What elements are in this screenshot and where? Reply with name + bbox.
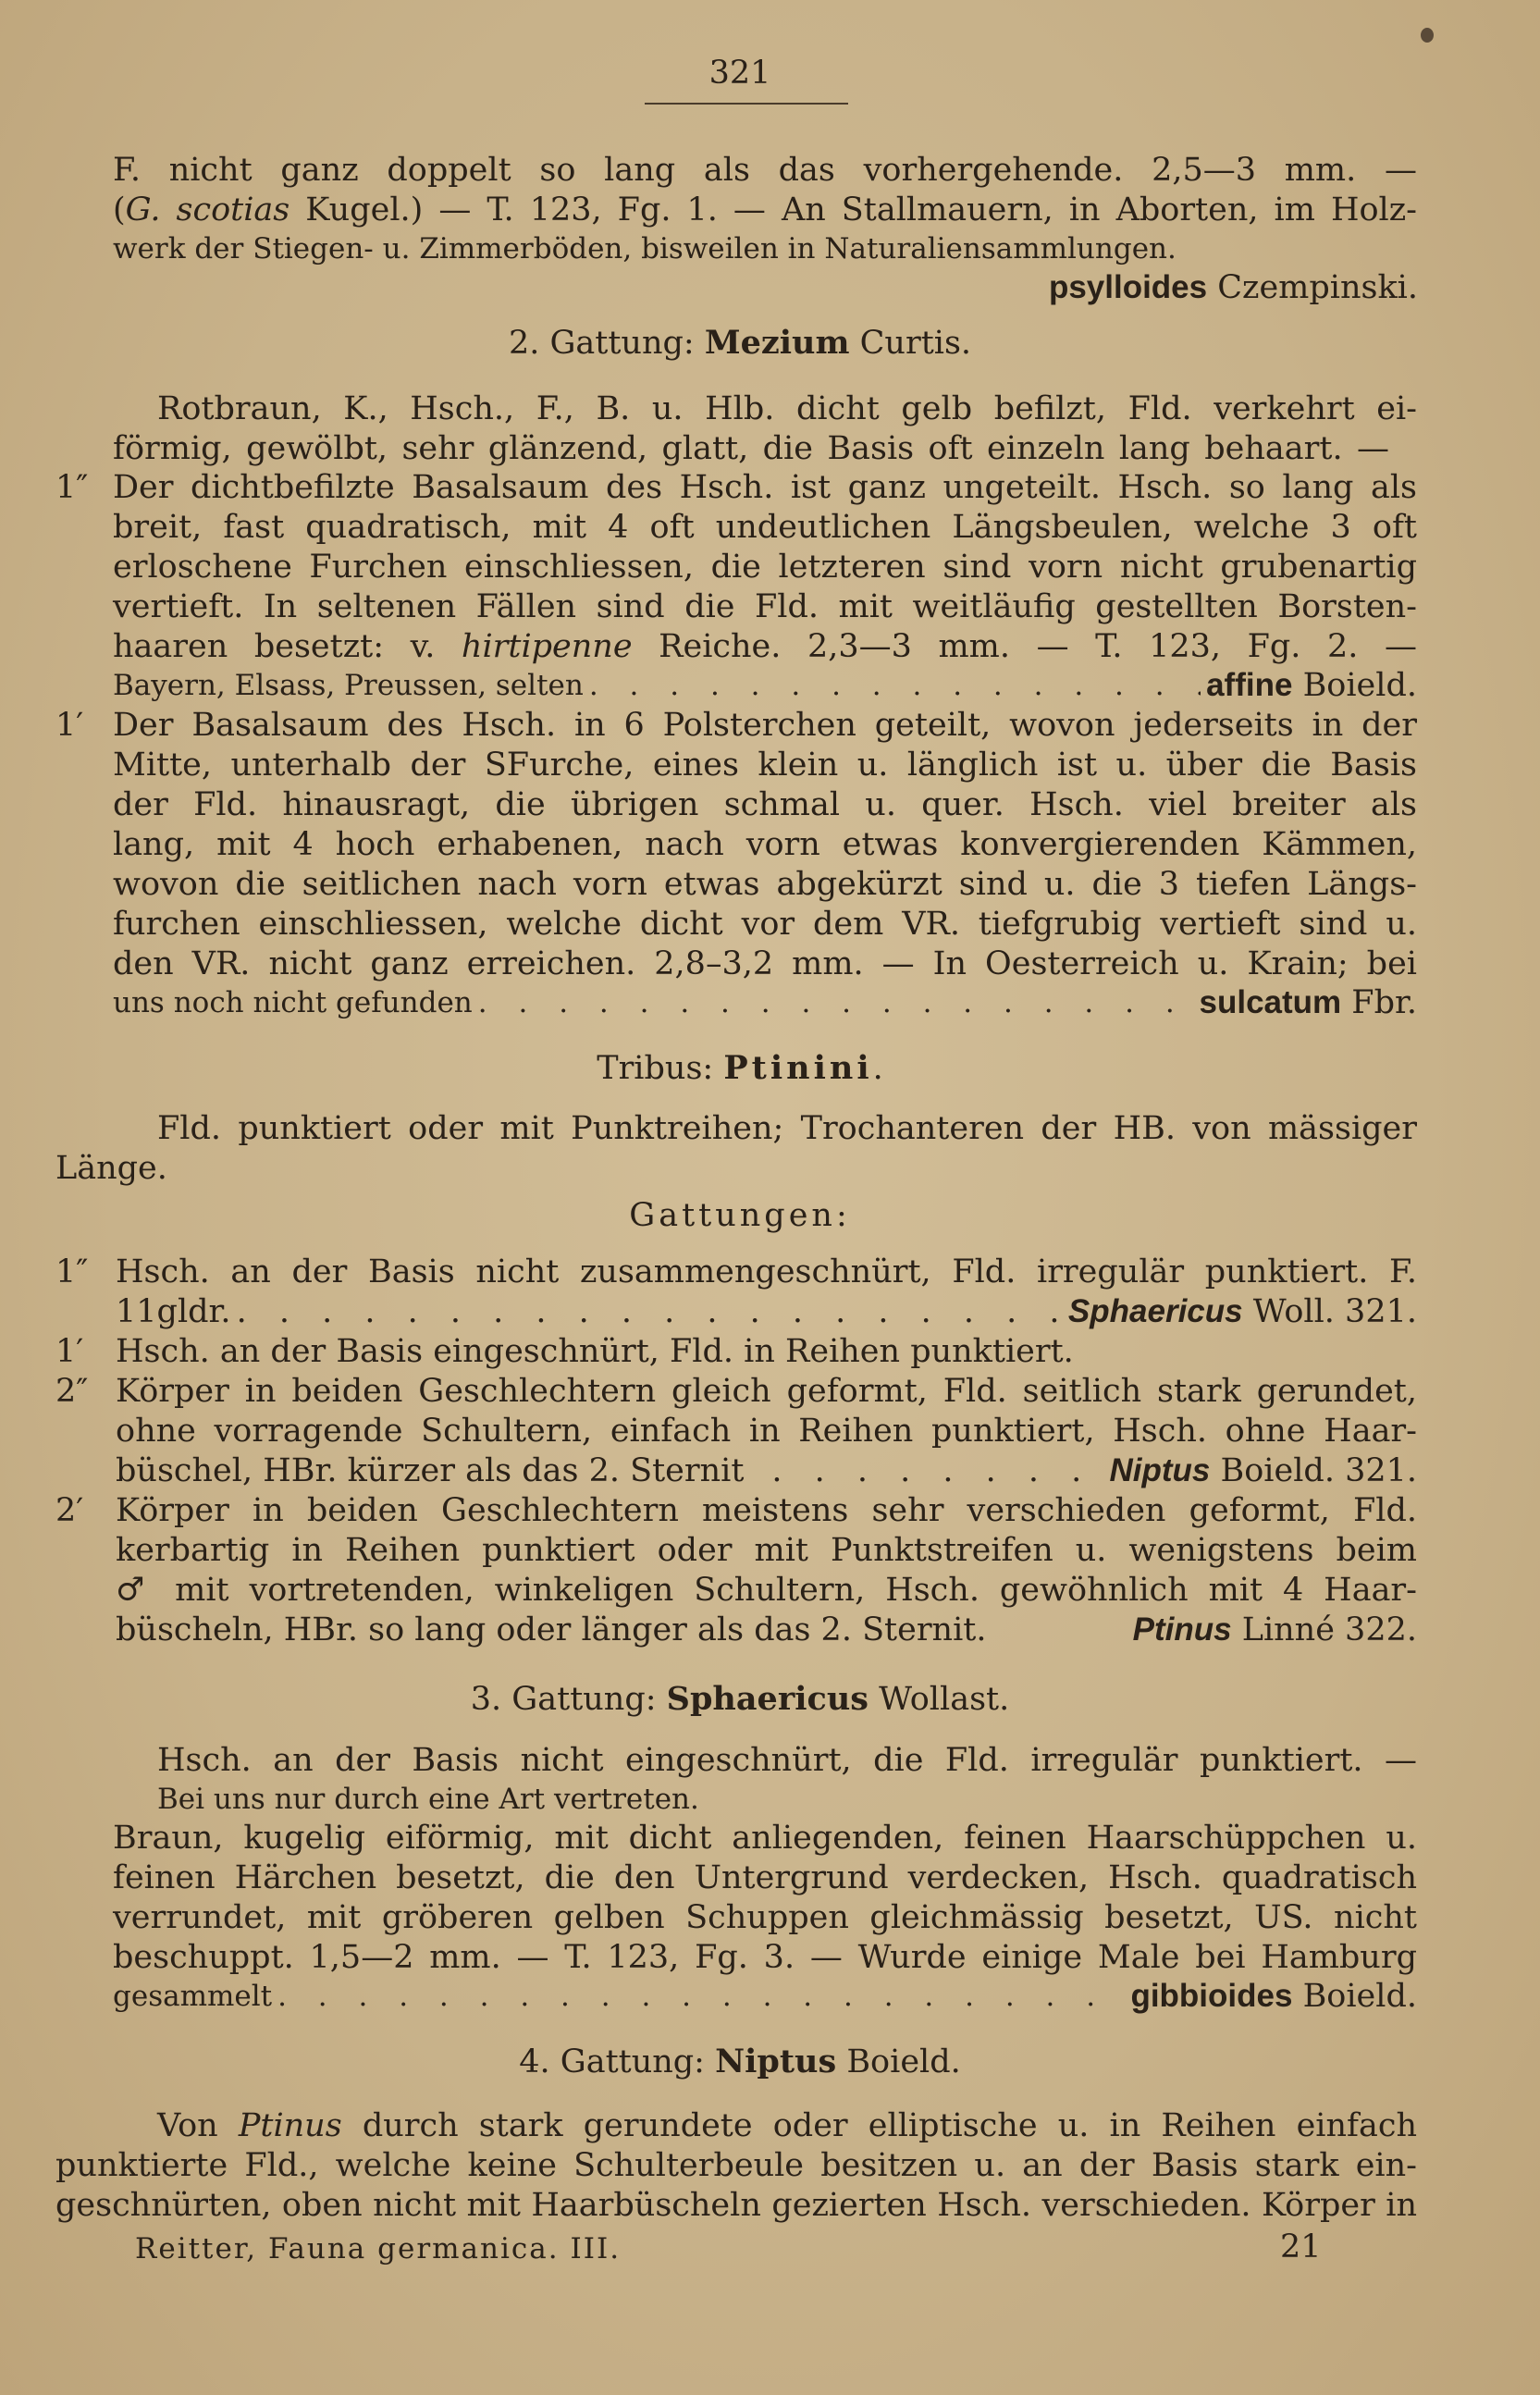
species-line: Bayern, Elsass, Preussen, selten . . . affine Boield.: [113, 666, 1417, 705]
species-line: gesammelt . . . gibbioides Boield.: [113, 1977, 1417, 2016]
species-line: büscheln, HBr. so lang oder länger als das 2. Sternit. Ptinus Linné 322.: [116, 1611, 1417, 1648]
text-line: Hsch. an der Basis eingeschnürt, Fld. in Reihen punktiert.: [116, 1333, 1074, 1370]
text-line: erloschene Furchen einschliessen, die letzteren sind vorn nicht grubenartig: [113, 549, 1417, 586]
text-line: Hsch. an der Basis nicht zusammengeschnürt, Fld. irregulär punktiert. F.: [116, 1253, 1417, 1290]
text-line: wovon die seitlichen nach vorn etwas abgekürzt sind u. die 3 tiefen Längs-: [113, 866, 1417, 903]
key-marker: 1′: [55, 707, 84, 744]
text-line: Der dichtbefilzte Basalsaum des Hsch. ist ganz ungeteilt. Hsch. so lang als: [113, 469, 1417, 506]
subheading: Gattungen:: [629, 1197, 851, 1234]
header-rule: [645, 103, 848, 105]
ink-spot: [1421, 28, 1434, 43]
text-line: Der Basalsaum des Hsch. in 6 Polsterchen geteilt, wovon jederseits in der: [113, 707, 1417, 744]
key-marker: 1″: [55, 1253, 89, 1290]
genus-name: Sphaericus: [1067, 1293, 1243, 1329]
text-line: ohne vorragende Schultern, einfach in Reihen punktiert, Hsch. ohne Haar-: [116, 1413, 1417, 1450]
footer-title: Reitter, Fauna germanica. III.: [135, 2232, 622, 2265]
text-line: vertieft. In seltenen Fällen sind die Fld. mit weitläufig gestellten Borsten-: [113, 588, 1417, 625]
text-line: Hsch. an der Basis nicht eingeschnürt, die Fld. irregulär punktiert. —: [157, 1742, 1417, 1779]
text-line: (G. scotias Kugel.) — T. 123, Fg. 1. — An Stallmauern, in Aborten, im Holz-: [113, 191, 1418, 228]
key-marker: 2″: [55, 1373, 89, 1410]
key-marker: 1″: [55, 469, 89, 506]
text-line: kerbartig in Reihen punktiert oder mit Punktstreifen u. wenigstens beim: [116, 1532, 1417, 1569]
genus-heading: 3. Gattung: Sphaericus Wollast.: [470, 1680, 1010, 1718]
text-line: punktierte Fld., welche keine Schulterbeule besitzen u. an der Basis stark ein-: [55, 2147, 1417, 2184]
species-line: psylloides Czempinski.: [1048, 269, 1418, 306]
text-line: ♂ mit vortretenden, winkeligen Schultern, Hsch. gewöhnlich mit 4 Haar-: [116, 1572, 1417, 1609]
species-line: uns noch nicht gefunden . . . sulcatum Fbr.: [113, 983, 1417, 1022]
text-line: lang, mit 4 hoch erhabenen, nach vorn etwas konvergierenden Kämmen,: [113, 826, 1417, 863]
text-line: feinen Härchen besetzt, die den Untergrund verdecken, Hsch. quadratisch: [113, 1859, 1417, 1896]
tribus-heading: Tribus: Ptinini.: [597, 1049, 883, 1087]
text-line: Bei uns nur durch eine Art vertreten.: [157, 1783, 699, 1816]
key-marker: 1′: [55, 1333, 84, 1370]
text-line: beschuppt. 1,5—2 mm. — T. 123, Fg. 3. — Wurde einige Male bei Hamburg: [113, 1939, 1417, 1976]
text-line: Rotbraun, K., Hsch., F., B. u. Hlb. dicht gelb befilzt, Fld. verkehrt ei-: [157, 390, 1417, 427]
text-line: werk der Stiegen- u. Zimmerböden, bisweilen in Naturaliensammlungen.: [113, 232, 1177, 265]
text-line: breit, fast quadratisch, mit 4 oft undeutlichen Längsbeulen, welche 3 oft: [113, 509, 1417, 546]
text-line: haaren besetzt: v. hirtipenne Reiche. 2,3—3 mm. — T. 123, Fg. 2. —: [113, 628, 1417, 665]
text-line: Fld. punktiert oder mit Punktreihen; Trochanteren der HB. von mässiger: [157, 1110, 1417, 1147]
species-line: 11gldr. . . . Sphaericus Woll. 321.: [116, 1292, 1417, 1331]
text-line: Braun, kugelig eiförmig, mit dicht anliegenden, feinen Haarschüppchen u.: [113, 1820, 1417, 1857]
genus-name: Niptus: [1109, 1452, 1211, 1488]
text-line: Körper in beiden Geschlechtern gleich geformt, Fld. seitlich stark gerundet,: [116, 1373, 1417, 1410]
text-line: Mitte, unterhalb der SFurche, eines klein u. länglich ist u. über die Basis: [113, 747, 1417, 784]
text-line: verrundet, mit gröberen gelben Schuppen gleichmässig besetzt, US. nicht: [113, 1899, 1417, 1936]
page-number: 321: [708, 55, 771, 92]
species-name: psylloides: [1048, 269, 1208, 305]
species-line: büschel, HBr. kürzer als das 2. Sternit . . . Niptus Boield. 321.: [116, 1451, 1417, 1490]
text-line: furchen einschliessen, welche dicht vor dem VR. tiefgrubig vertieft sind u.: [113, 906, 1417, 943]
genus-heading: 2. Gattung: Mezium Curtis.: [508, 324, 972, 362]
text-line: Länge.: [55, 1150, 167, 1187]
genus-name: Ptinus: [1132, 1611, 1232, 1648]
species-name: sulcatum: [1199, 984, 1342, 1020]
text-line: förmig, gewölbt, sehr glänzend, glatt, die Basis oft einzeln lang behaart. —: [113, 430, 1389, 467]
species-name: affine: [1206, 667, 1293, 703]
text-line: Von Ptinus durch stark gerundete oder elliptische u. in Reihen einfach: [157, 2107, 1417, 2144]
key-marker: 2′: [55, 1492, 84, 1529]
text-line: der Fld. hinausragt, die übrigen schmal u. quer. Hsch. viel breiter als: [113, 786, 1417, 823]
text-line: den VR. nicht ganz erreichen. 2,8–3,2 mm. — In Oesterreich u. Krain; bei: [113, 945, 1417, 982]
signature-mark: 21: [1280, 2228, 1322, 2265]
species-name: gibbioides: [1130, 1978, 1293, 2014]
text-line: geschnürten, oben nicht mit Haarbüscheln gezierten Hsch. verschieden. Körper in: [55, 2187, 1417, 2224]
genus-heading: 4. Gattung: Niptus Boield.: [519, 2043, 961, 2080]
text-line: F. nicht ganz doppelt so lang als das vorhergehende. 2,5—3 mm. —: [113, 152, 1417, 189]
text-line: Körper in beiden Geschlechtern meistens sehr verschieden geformt, Fld.: [116, 1492, 1417, 1529]
